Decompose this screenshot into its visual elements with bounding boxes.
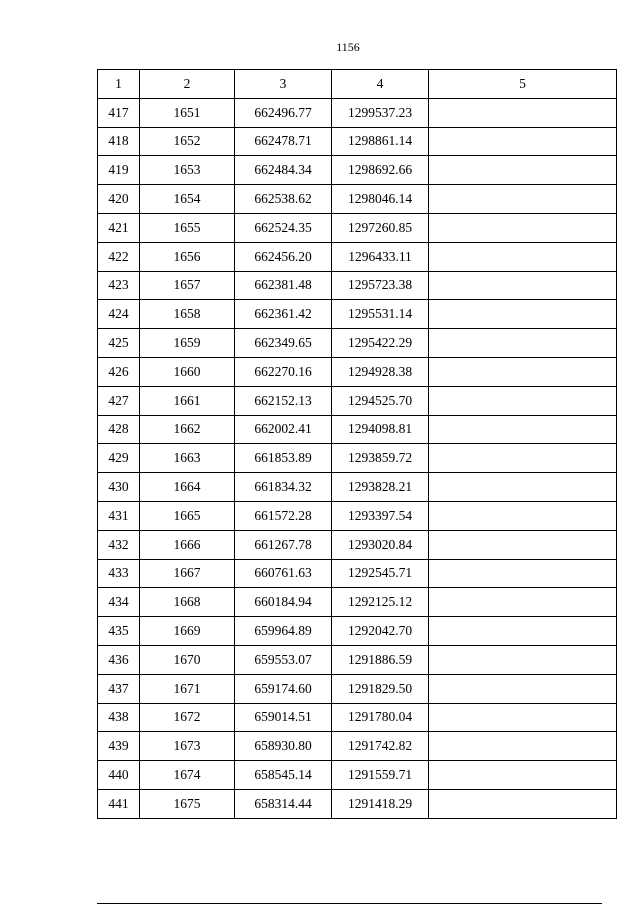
table-cell-col4: 1298692.66 xyxy=(332,156,429,185)
table-cell-col3: 659964.89 xyxy=(235,617,332,646)
table-cell-col4: 1293859.72 xyxy=(332,444,429,473)
table-cell-col5 xyxy=(429,530,617,559)
table-cell-col4: 1294525.70 xyxy=(332,386,429,415)
header-cell-2: 2 xyxy=(140,70,235,99)
table-cell-col1: 431 xyxy=(98,501,140,530)
table-row xyxy=(98,98,617,127)
table-cell-col3: 662152.13 xyxy=(235,386,332,415)
table-cell-col3: 662538.62 xyxy=(235,185,332,214)
table-cell-col1: 422 xyxy=(98,242,140,271)
table-cell-col1: 423 xyxy=(98,271,140,300)
header-row xyxy=(98,70,617,99)
table-cell-col4: 1291742.82 xyxy=(332,732,429,761)
table-cell-col1: 419 xyxy=(98,156,140,185)
table-cell-col5 xyxy=(429,674,617,703)
table-cell-col1: 429 xyxy=(98,444,140,473)
table-cell-col5 xyxy=(429,213,617,242)
table-cell-col2: 1668 xyxy=(140,588,235,617)
table-cell-col2: 1669 xyxy=(140,617,235,646)
table-cell-col3: 662349.65 xyxy=(235,329,332,358)
table-cell-col3: 661834.32 xyxy=(235,473,332,502)
table-cell-col5 xyxy=(429,588,617,617)
table-cell-col1: 421 xyxy=(98,213,140,242)
footer-divider xyxy=(97,903,602,904)
table-cell-col1: 434 xyxy=(98,588,140,617)
header-cell-1: 1 xyxy=(98,70,140,99)
table-cell-col2: 1658 xyxy=(140,300,235,329)
header-cell-5: 5 xyxy=(429,70,617,99)
table-cell-col1: 441 xyxy=(98,789,140,818)
table-cell-col3: 659014.51 xyxy=(235,703,332,732)
table-cell-col5 xyxy=(429,761,617,790)
table-row xyxy=(98,271,617,300)
table-cell-col2: 1665 xyxy=(140,501,235,530)
table-row xyxy=(98,559,617,588)
table-row xyxy=(98,732,617,761)
table-cell-col1: 427 xyxy=(98,386,140,415)
table-cell-col2: 1674 xyxy=(140,761,235,790)
table-cell-col2: 1670 xyxy=(140,645,235,674)
table-row xyxy=(98,357,617,386)
table-row xyxy=(98,530,617,559)
table-row xyxy=(98,329,617,358)
table-cell-col5 xyxy=(429,300,617,329)
table-cell-col3: 662478.71 xyxy=(235,127,332,156)
table-cell-col5 xyxy=(429,329,617,358)
table-cell-col2: 1651 xyxy=(140,98,235,127)
table-cell-col4: 1291418.29 xyxy=(332,789,429,818)
table-cell-col4: 1295422.29 xyxy=(332,329,429,358)
table-cell-col2: 1660 xyxy=(140,357,235,386)
table-row xyxy=(98,185,617,214)
table-cell-col3: 659553.07 xyxy=(235,645,332,674)
table-cell-col5 xyxy=(429,185,617,214)
table-cell-col3: 658930.80 xyxy=(235,732,332,761)
table-cell-col2: 1661 xyxy=(140,386,235,415)
table-cell-col3: 661853.89 xyxy=(235,444,332,473)
table-cell-col5 xyxy=(429,444,617,473)
table-cell-col2: 1654 xyxy=(140,185,235,214)
table-cell-col5 xyxy=(429,242,617,271)
table-row xyxy=(98,386,617,415)
table-cell-col5 xyxy=(429,271,617,300)
table-cell-col4: 1291886.59 xyxy=(332,645,429,674)
table-row xyxy=(98,761,617,790)
table-row xyxy=(98,501,617,530)
table-cell-col2: 1657 xyxy=(140,271,235,300)
table-cell-col5 xyxy=(429,98,617,127)
table-cell-col3: 659174.60 xyxy=(235,674,332,703)
table-cell-col5 xyxy=(429,559,617,588)
table-cell-col4: 1291829.50 xyxy=(332,674,429,703)
table-cell-col1: 425 xyxy=(98,329,140,358)
table-body xyxy=(98,98,617,818)
table-cell-col2: 1655 xyxy=(140,213,235,242)
table-cell-col5 xyxy=(429,732,617,761)
page-number: 1156 xyxy=(336,40,360,54)
table-cell-col3: 662496.77 xyxy=(235,98,332,127)
table-cell-col5 xyxy=(429,156,617,185)
table-header xyxy=(98,70,617,99)
table-cell-col2: 1652 xyxy=(140,127,235,156)
table-row xyxy=(98,242,617,271)
table-cell-col1: 420 xyxy=(98,185,140,214)
table-cell-col4: 1297260.85 xyxy=(332,213,429,242)
header-cell-3: 3 xyxy=(235,70,332,99)
table-cell-col3: 662456.20 xyxy=(235,242,332,271)
table-row xyxy=(98,473,617,502)
table-cell-col1: 438 xyxy=(98,703,140,732)
table-cell-col2: 1653 xyxy=(140,156,235,185)
table-cell-col1: 433 xyxy=(98,559,140,588)
table-cell-col2: 1662 xyxy=(140,415,235,444)
table-row xyxy=(98,674,617,703)
table-row xyxy=(98,789,617,818)
table-cell-col2: 1659 xyxy=(140,329,235,358)
table-cell-col1: 430 xyxy=(98,473,140,502)
table-cell-col4: 1298861.14 xyxy=(332,127,429,156)
table-cell-col4: 1295531.14 xyxy=(332,300,429,329)
table-row xyxy=(98,588,617,617)
table-cell-col2: 1673 xyxy=(140,732,235,761)
table-row xyxy=(98,617,617,646)
table-cell-col1: 437 xyxy=(98,674,140,703)
table-cell-col5 xyxy=(429,127,617,156)
table-cell-col1: 426 xyxy=(98,357,140,386)
table-cell-col2: 1671 xyxy=(140,674,235,703)
table-cell-col1: 418 xyxy=(98,127,140,156)
table-cell-col4: 1291559.71 xyxy=(332,761,429,790)
table-cell-col4: 1294098.81 xyxy=(332,415,429,444)
table-cell-col3: 662524.35 xyxy=(235,213,332,242)
table-cell-col5 xyxy=(429,473,617,502)
table-cell-col1: 435 xyxy=(98,617,140,646)
table-cell-col2: 1667 xyxy=(140,559,235,588)
table-cell-col3: 661267.78 xyxy=(235,530,332,559)
table-cell-col5 xyxy=(429,357,617,386)
coordinates-table xyxy=(97,69,617,819)
table-cell-col1: 428 xyxy=(98,415,140,444)
table-cell-col5 xyxy=(429,703,617,732)
table-row xyxy=(98,415,617,444)
table-cell-col1: 432 xyxy=(98,530,140,559)
table-cell-col5 xyxy=(429,789,617,818)
table-row xyxy=(98,645,617,674)
table-cell-col2: 1663 xyxy=(140,444,235,473)
table-cell-col1: 439 xyxy=(98,732,140,761)
table-cell-col3: 662381.48 xyxy=(235,271,332,300)
table-cell-col1: 440 xyxy=(98,761,140,790)
table-row xyxy=(98,444,617,473)
table-cell-col4: 1293397.54 xyxy=(332,501,429,530)
table-cell-col4: 1296433.11 xyxy=(332,242,429,271)
table-row xyxy=(98,703,617,732)
table-cell-col4: 1293828.21 xyxy=(332,473,429,502)
table-cell-col5 xyxy=(429,617,617,646)
table-cell-col3: 658545.14 xyxy=(235,761,332,790)
table-row xyxy=(98,300,617,329)
table-cell-col3: 658314.44 xyxy=(235,789,332,818)
table-cell-col4: 1292042.70 xyxy=(332,617,429,646)
table-cell-col4: 1293020.84 xyxy=(332,530,429,559)
table-cell-col4: 1298046.14 xyxy=(332,185,429,214)
table-cell-col5 xyxy=(429,415,617,444)
table-row xyxy=(98,156,617,185)
table-cell-col2: 1664 xyxy=(140,473,235,502)
table-cell-col5 xyxy=(429,645,617,674)
table-cell-col1: 436 xyxy=(98,645,140,674)
table-cell-col4: 1299537.23 xyxy=(332,98,429,127)
table-cell-col3: 662270.16 xyxy=(235,357,332,386)
table-cell-col2: 1672 xyxy=(140,703,235,732)
table-cell-col4: 1292125.12 xyxy=(332,588,429,617)
header-cell-4: 4 xyxy=(332,70,429,99)
table-cell-col4: 1291780.04 xyxy=(332,703,429,732)
table-cell-col2: 1666 xyxy=(140,530,235,559)
table-cell-col4: 1295723.38 xyxy=(332,271,429,300)
table-cell-col4: 1294928.38 xyxy=(332,357,429,386)
table-row xyxy=(98,127,617,156)
table-cell-col3: 662484.34 xyxy=(235,156,332,185)
table-cell-col2: 1656 xyxy=(140,242,235,271)
table-cell-col2: 1675 xyxy=(140,789,235,818)
table-cell-col3: 661572.28 xyxy=(235,501,332,530)
table-cell-col3: 660761.63 xyxy=(235,559,332,588)
table-cell-col1: 424 xyxy=(98,300,140,329)
table-cell-col3: 660184.94 xyxy=(235,588,332,617)
table-cell-col1: 417 xyxy=(98,98,140,127)
table-cell-col3: 662002.41 xyxy=(235,415,332,444)
table-cell-col5 xyxy=(429,501,617,530)
table-cell-col4: 1292545.71 xyxy=(332,559,429,588)
table-row xyxy=(98,213,617,242)
table-cell-col3: 662361.42 xyxy=(235,300,332,329)
table-cell-col5 xyxy=(429,386,617,415)
